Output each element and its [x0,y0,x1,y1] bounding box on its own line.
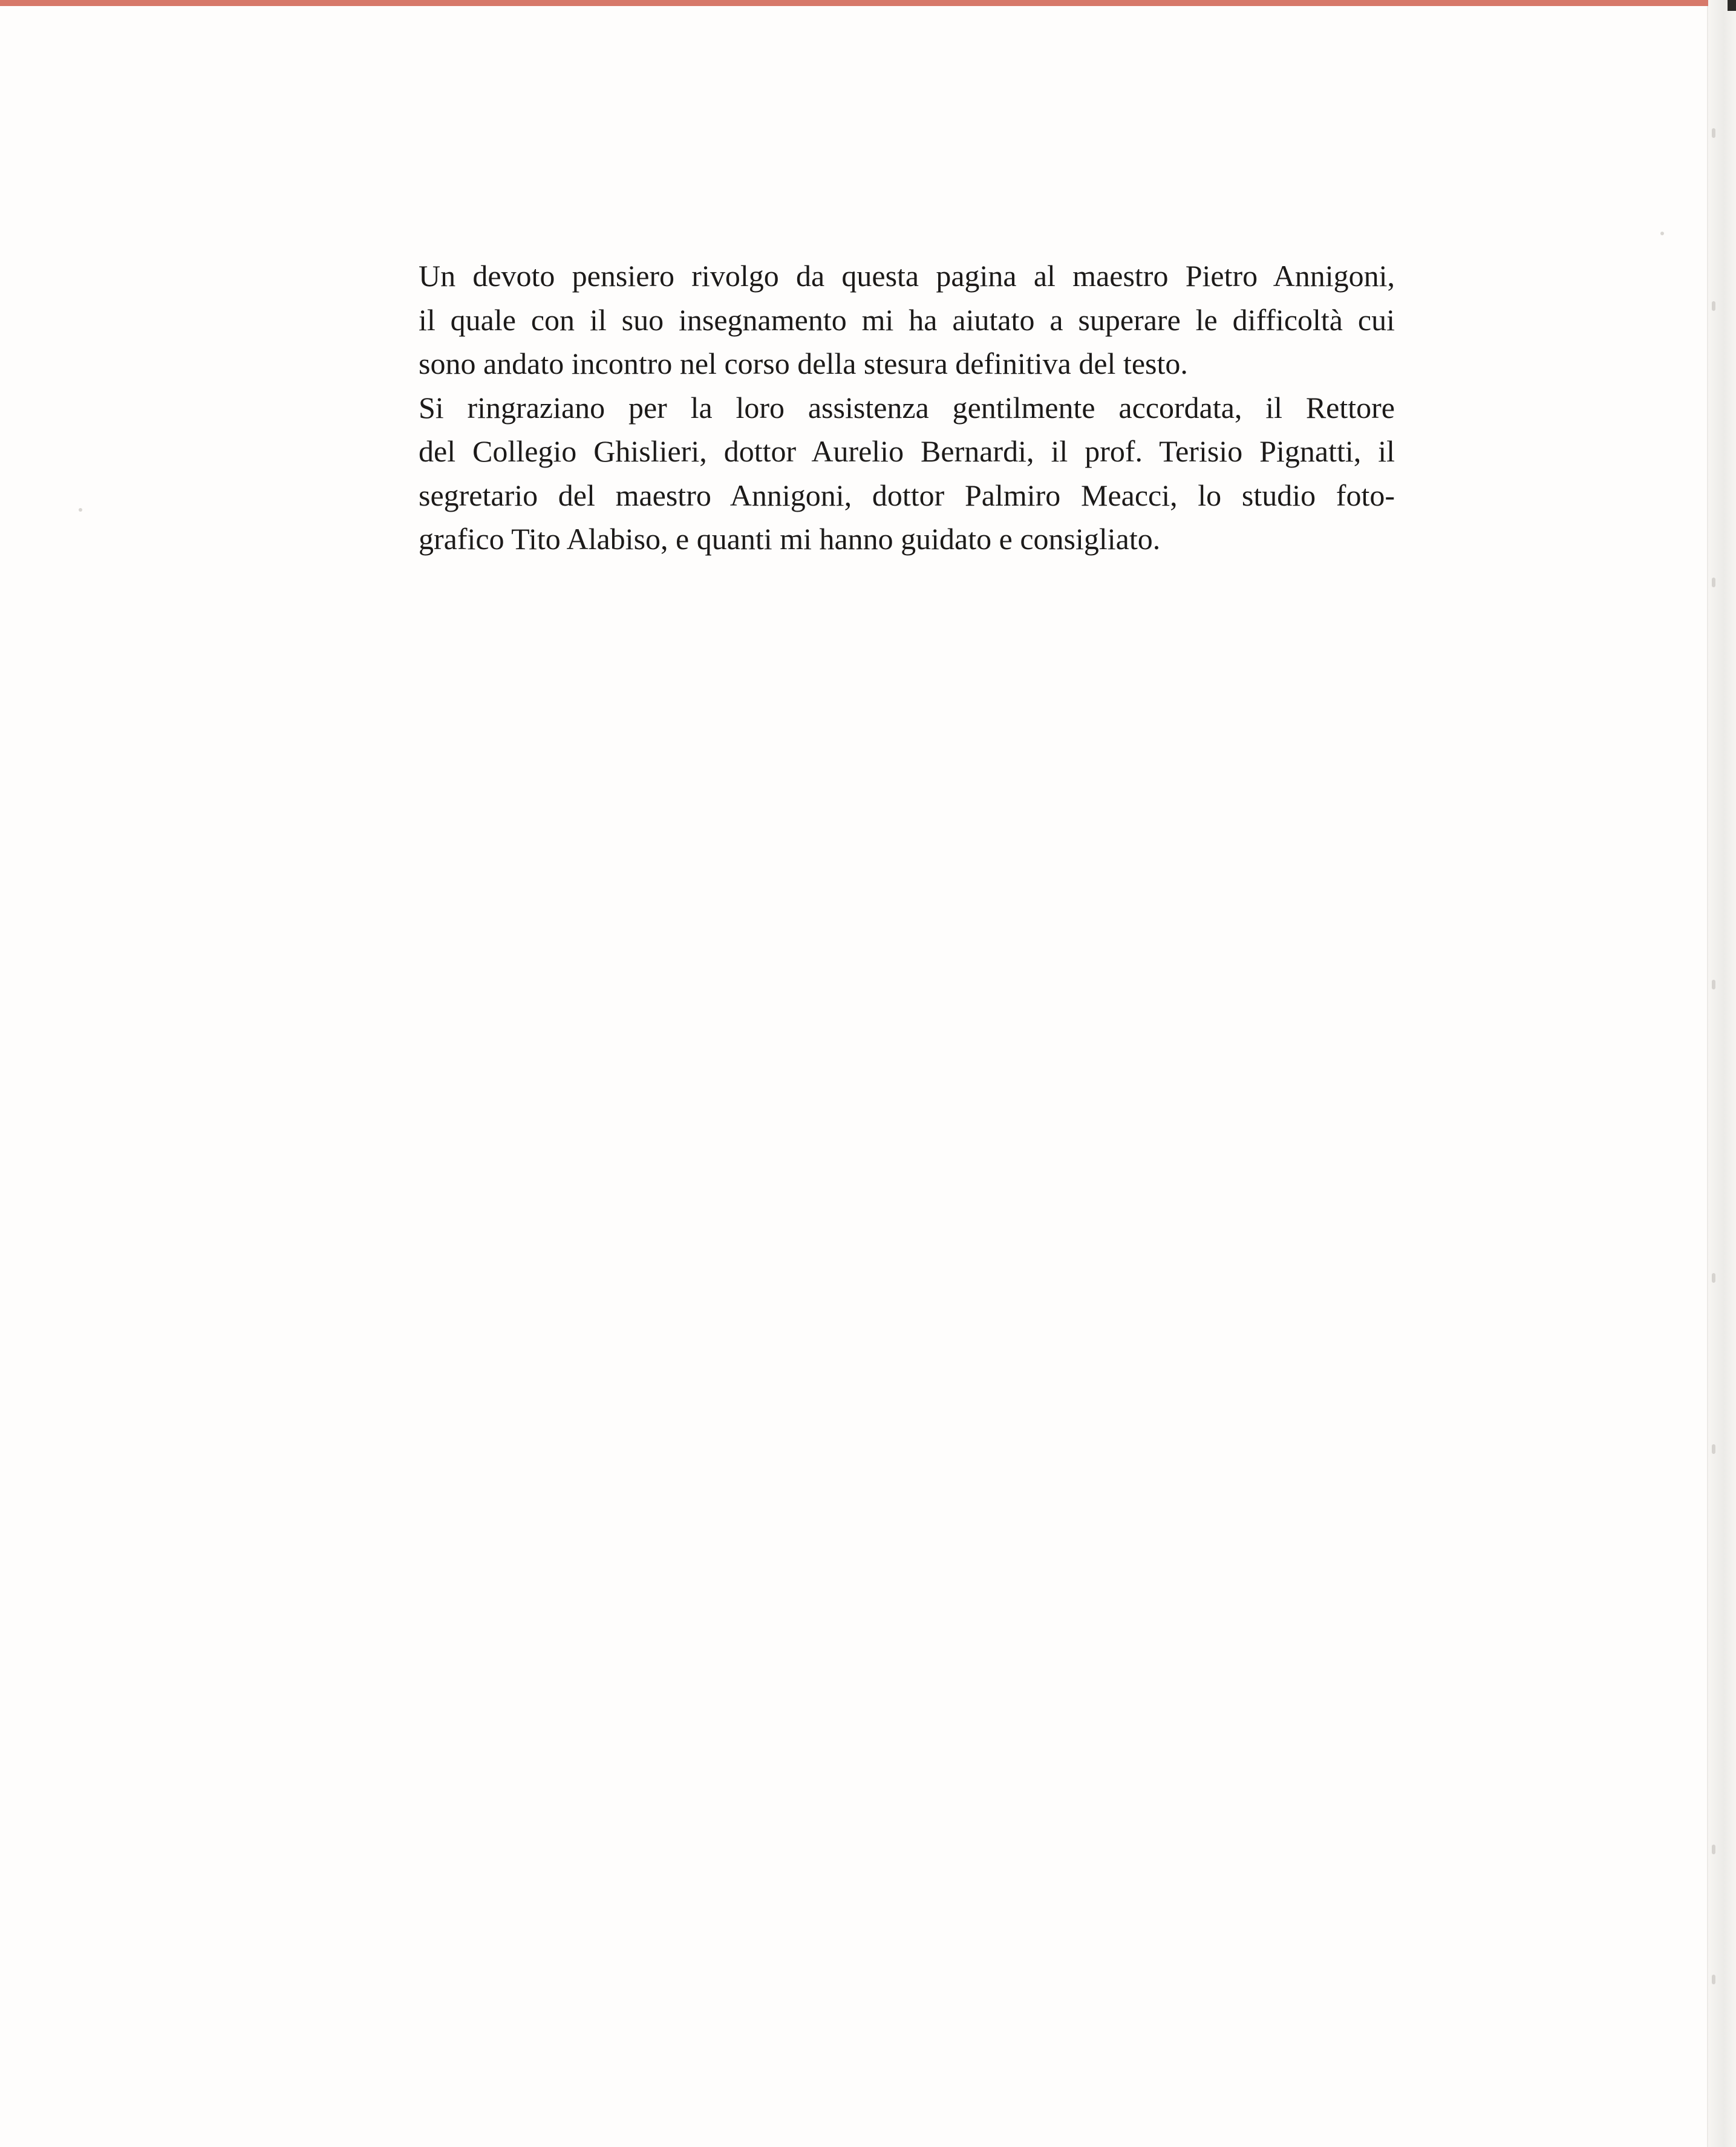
text-line: segretario del maestro Annigoni, dottor Palmiro Meacci, lo studio foto- [419,478,1395,512]
acknowledgements-text [388,254,1395,561]
binding-mark [1712,1975,1715,1984]
text-line: del Collegio Ghislieri, dottor Aurelio Bernardi, il prof. Terisio Pignatti, il [419,434,1395,468]
paragraph-1 [388,254,1395,386]
text-line: sono andato incontro nel corso della stesura definitiva del testo. [419,347,1188,380]
text-line: il quale con il suo insegnamento mi ha aiutato a superare le difficoltà cui [419,302,1395,337]
paragraph-2 [388,386,1395,561]
binding-mark [1712,980,1715,989]
paper-speck [79,508,82,512]
corner-mark [1728,0,1736,11]
paper-speck [1660,232,1664,235]
text-line: Si ringraziano per la loro assistenza gentilmente accordata, il Rettore [419,390,1395,425]
binding-mark [1712,578,1715,587]
text-line: grafico Tito Alabiso, e quanti mi hanno guidato e consigliato. [419,522,1161,556]
binding-mark [1712,1444,1715,1454]
page-top-edge [0,0,1736,6]
binding-mark [1712,1845,1715,1854]
binding-mark [1712,128,1715,138]
text-line: Un devoto pensiero rivolgo da questa pagina al maestro Pietro Annigoni, [419,259,1395,293]
binding-mark [1712,301,1715,311]
right-gutter [1708,0,1736,2147]
binding-mark [1712,1273,1715,1283]
